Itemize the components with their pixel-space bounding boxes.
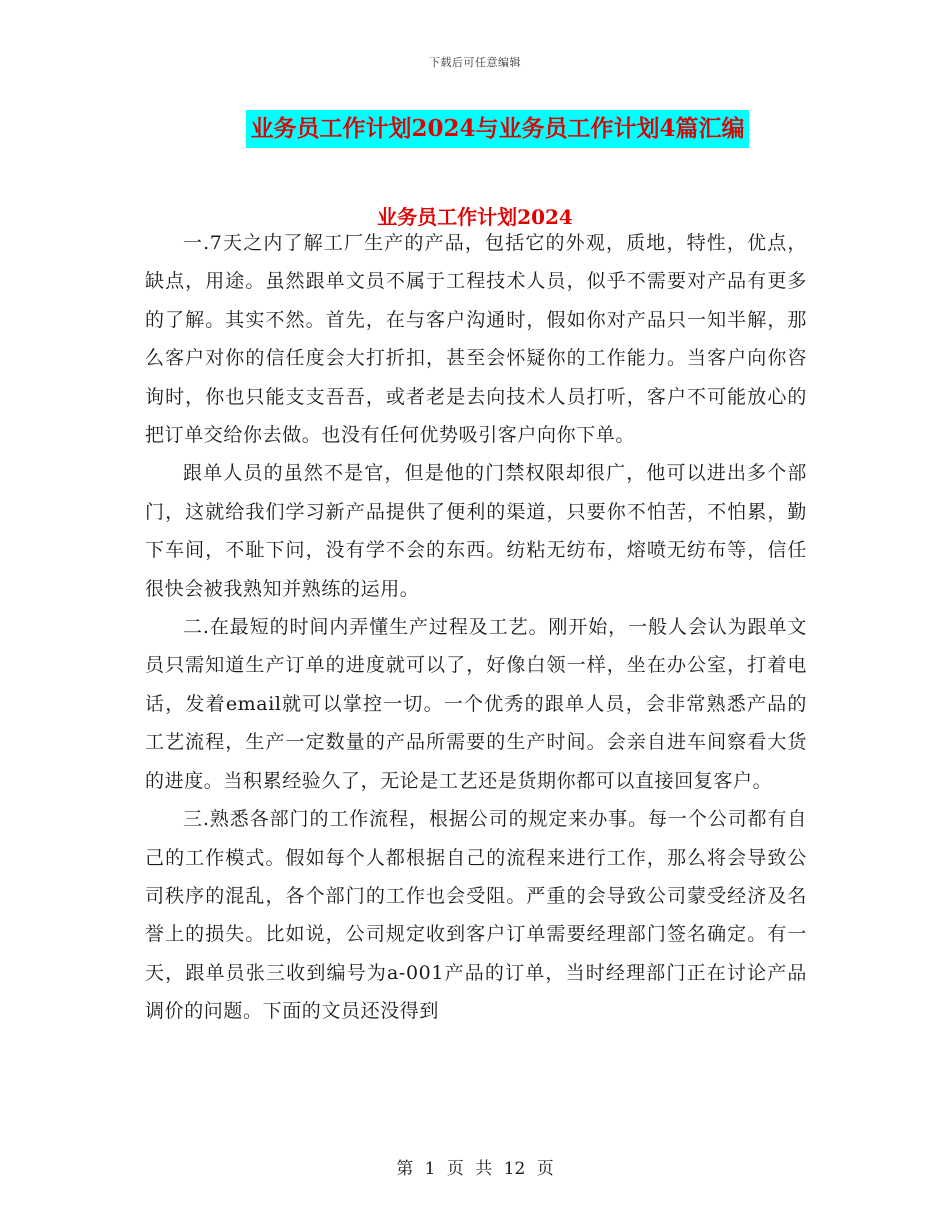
page-number: 第 1 页 共 12 页 [396,1159,554,1179]
paragraph-3: 二.在最短的时间内弄懂生产过程及工艺。刚开始，一般人会认为跟单文员只需知道生产订单的进度就可以了，好像白领一样，坐在办公室，打着电话，发着email就可以掌控一切。一个优秀的跟单人员，会非常熟悉产品的工艺流程，生产一定数量的产品所需要的生产时间。会亲自进车间察看大货的进度。当积累经验久了，无论是工艺还是货期你都可以直接回复客户。 [145,616,807,792]
header-note: 下载后可任意编辑 [429,56,521,69]
document-title-container [0,110,950,148]
document-title: 业务员工作计划2024与业务员工作计划4篇汇编 [246,110,748,148]
paragraph-1: 一.7天之内了解工厂生产的产品，包括它的外观，质地，特性，优点，缺点，用途。虽然跟单文员不属于工程技术人员，似乎不需要对产品有更多的了解。其实不然。首先，在与客户沟通时，假如你对产品只一知半解，那么客户对你的信任度会大打折扣，甚至会怀疑你的工作能力。当客户向你咨询时，你也只能支支吾吾，或者老是去向技术人员打听，客户不可能放心的把订单交给你去做。也没有任何优势吸引客户向你下单。 [145,232,807,447]
paragraph-4: 三.熟悉各部门的工作流程，根据公司的规定来办事。每一个公司都有自己的工作模式。假如每个人都根据自己的流程来进行工作，那么将会导致公司秩序的混乱，各个部门的工作也会受阻。严重的会导致公司蒙受经济及名誉上的损失。比如说，公司规定收到客户订单需要经理部门签名确定。有一天，跟单员张三收到编号为a-001产品的订单，当时经理部门正在讨论产品调价的问题。下面的文员还没得到 [145,808,807,1023]
paragraph-2: 跟单人员的虽然不是官，但是他的门禁权限却很广，他可以进出多个部门，这就给我们学习新产品提供了便利的渠道，只要你不怕苦，不怕累，勤下车间，不耻下问，没有学不会的东西。纺粘无纺布，熔喷无纺布等，信任很快会被我熟知并熟练的运用。 [145,462,807,600]
document-body [145,224,807,1031]
section-title: 业务员工作计划2024 [377,205,573,229]
